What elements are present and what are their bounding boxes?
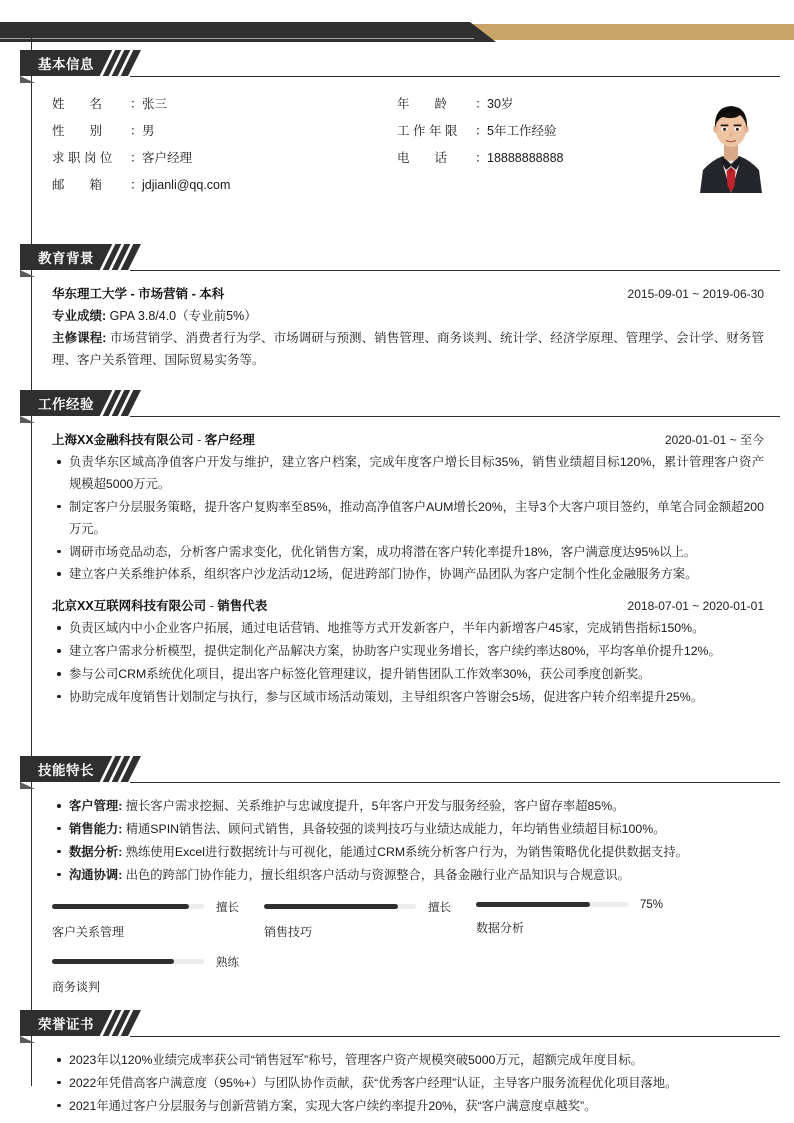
work-bullet-list-0 — [52, 452, 764, 586]
section-notch-skills — [20, 782, 35, 789]
education-gpa-row — [52, 306, 764, 328]
section-skills — [0, 756, 794, 1009]
basic-info-label: 求 职 岗 位 — [52, 151, 113, 165]
section-title-work-label: 工作经验 — [38, 397, 94, 412]
skill-bar-line — [476, 899, 688, 911]
education-courses-value: 市场营销学、消费者行为学、市场调研与预测、销售管理、商务谈判、统计学、经济学原理、管理学、会计学、财务管理、客户关系管理、国际贸易实务等。 — [52, 330, 764, 367]
skill-bullet-label: 数据分析: — [69, 844, 126, 859]
banner-dark-stripe — [0, 22, 470, 42]
skill-bullet-label: 沟通协调: — [69, 867, 126, 882]
section-header-education — [20, 244, 794, 270]
section-rule-education — [130, 270, 780, 271]
work-title-separator: - — [193, 433, 205, 447]
section-title-honors-label: 荣誉证书 — [38, 1017, 94, 1032]
skill-bullet-text: 出色的跨部门协作能力，擅长组织客户活动与资源整合，具备金融行业产品知识与合规意识。 — [125, 867, 630, 882]
work-bullet-item: 建立客户需求分析模型，提供定制化产品解决方案，协助客户实现业务增长，客户续约率达80%，平均客单价提升12%。 — [69, 641, 764, 663]
skill-bar-track — [264, 904, 416, 909]
section-header-skills — [20, 756, 794, 782]
skill-bar-level: 擅长 — [216, 901, 239, 914]
skill-bullet-item — [69, 819, 764, 841]
basic-info-row-left-0 — [52, 94, 397, 121]
avatar — [690, 88, 772, 193]
basic-info-label: 姓 名 — [52, 97, 103, 111]
work-title-separator: - — [206, 599, 218, 614]
basic-info-label: 性 别 — [52, 124, 103, 138]
work-bullet-item: 调研市场竞品动态，分析客户需求变化，优化销售方案，成功将潜在客户转化率提升18%，客户满意度达95%以上。 — [69, 542, 764, 564]
education-gpa-label: 专业成绩: — [52, 309, 107, 323]
skill-bar-fill — [52, 959, 174, 964]
education-courses-label: 主修课程: — [52, 330, 107, 345]
basic-info-row-left-3 — [52, 175, 397, 202]
section-education — [0, 244, 794, 372]
work-bullet-item: 建立客户关系维护体系，组织客户沙龙活动12场，促进跨部门协作，协调产品团队为客户定制个性化金融服务方案。 — [69, 564, 764, 586]
top-banner — [0, 22, 794, 42]
basic-info-label: 工 作 年 限 — [397, 124, 458, 138]
basic-info-colon: ： — [130, 178, 143, 192]
section-title-skills-label: 技能特长 — [38, 763, 94, 778]
skill-bullet-label: 客户管理: — [69, 799, 126, 813]
education-body — [52, 270, 764, 372]
skill-bar-line — [264, 899, 476, 915]
skill-bar-line — [52, 954, 264, 970]
education-gpa-value: GPA 3.8/4.0（专业前5%） — [109, 309, 257, 323]
section-title-skills — [20, 756, 128, 782]
basic-info-colon: ： — [475, 124, 488, 138]
honor-bullet-item: 2023年以120%业绩完成率获公司“销售冠军”称号，管理客户资产规模突破5000万元，超额完成年度目标。 — [69, 1050, 764, 1072]
section-notch-honors — [20, 1036, 35, 1043]
skill-bar-name: 商务谈判 — [52, 979, 101, 994]
work-entry-gap — [52, 587, 764, 596]
basic-info-colon: ： — [475, 97, 488, 111]
section-basic-info — [0, 50, 794, 202]
banner-gold-stripe — [470, 24, 794, 40]
work-bullet-item: 参与公司CRM系统优化项目，提出客户标签化管理建议，提升销售团队工作效率30%，获公司季度创新奖。 — [69, 664, 764, 686]
basic-info-label: 年 龄 — [397, 97, 448, 111]
section-header-basic — [20, 50, 794, 76]
education-school-text: 华东理工大学 - 市场营销 - 本科 — [52, 287, 225, 301]
basic-info-body — [52, 76, 764, 202]
honors-body — [52, 1036, 764, 1118]
skill-bullet-label: 销售能力: — [69, 821, 126, 836]
section-title-basic-label: 基本信息 — [38, 57, 94, 72]
skill-bar-level: 75% — [640, 898, 664, 911]
basic-info-value: 18888888888 — [487, 151, 564, 165]
work-bullet-list-1 — [52, 618, 764, 709]
skill-bar-0 — [52, 899, 264, 940]
skill-bar-group — [52, 899, 764, 1009]
skill-bar-name: 客户关系管理 — [52, 924, 125, 939]
basic-info-colon: ： — [130, 97, 143, 111]
section-honors — [0, 1010, 794, 1119]
skill-bar-track — [476, 902, 628, 907]
basic-info-colon: ： — [130, 151, 143, 165]
education-courses-row — [52, 328, 764, 372]
section-header-honors — [20, 1010, 794, 1036]
work-bullet-item: 制定客户分层服务策略，提升客户复购率至85%，推动高净值客户AUM增长20%，主导3个大客户项目签约，单笔合同金额超200万元。 — [69, 497, 764, 541]
skill-bar-track — [52, 959, 204, 964]
skill-bullet-item — [69, 865, 764, 887]
skill-bar-name: 数据分析 — [476, 920, 525, 935]
work-company: 上海XX金融科技有限公司 — [52, 433, 194, 447]
basic-info-colon: ： — [130, 124, 143, 138]
banner-hairline — [0, 38, 474, 39]
honor-bullet-item: 2021年通过客户分层服务与创新营销方案，实现大客户续约率提升20%，获“客户满意度卓越奖”。 — [69, 1096, 764, 1118]
section-rule-honors — [130, 1036, 780, 1037]
work-body — [52, 416, 764, 709]
section-notch-basic — [20, 76, 35, 83]
skill-bullet-item — [69, 796, 764, 818]
basic-info-value: jdjianli@qq.com — [142, 178, 231, 192]
skill-bar-level: 擅长 — [428, 901, 451, 914]
work-entry-date: 2018-07-01 ~ 2020-01-01 — [627, 599, 764, 614]
skill-bar-2 — [476, 899, 688, 940]
section-work — [0, 390, 794, 710]
skills-body — [52, 782, 764, 1009]
education-date: 2015-09-01 ~ 2019-06-30 — [627, 287, 764, 301]
skill-bar-name: 销售技巧 — [264, 924, 313, 939]
basic-info-value: 客户经理 — [142, 151, 193, 165]
section-rule-work — [130, 416, 780, 417]
education-entry-head — [52, 284, 764, 302]
work-entry-head-0 — [52, 430, 764, 448]
work-bullet-item: 负责区域内中小企业客户拓展，通过电话营销、地推等方式开发新客户，半年内新增客户45家，完成销售指标150%。 — [69, 618, 764, 640]
avatar-illustration — [690, 88, 772, 193]
skill-bar-track — [52, 904, 204, 909]
section-notch-work — [20, 416, 35, 423]
basic-info-row-left-1 — [52, 121, 397, 148]
work-entry-title — [52, 596, 267, 614]
work-bullet-item: 协助完成年度销售计划制定与执行，参与区域市场活动策划，主导组织客户答谢会5场，促进客户转介绍率提升25%。 — [69, 687, 764, 709]
section-title-education-label: 教育背景 — [38, 251, 94, 266]
education-school-line — [52, 284, 224, 302]
section-title-work — [20, 390, 128, 416]
basic-info-left-column — [52, 94, 397, 202]
basic-info-label: 电 话 — [397, 151, 448, 165]
skill-bullet-item — [69, 842, 764, 864]
work-role: 客户经理 — [204, 433, 255, 447]
skill-bullet-text: 熟练使用Excel进行数据统计与可视化，能通过CRM系统分析客户行为，为销售策略优化提供数据支持。 — [125, 844, 688, 859]
skill-bar-3 — [52, 954, 264, 995]
honors-bullet-list — [52, 1050, 764, 1118]
skill-bar-level: 熟练 — [216, 956, 239, 969]
work-role: 销售代表 — [217, 599, 268, 614]
basic-info-value: 30岁 — [487, 97, 514, 111]
skill-bullet-text: 擅长客户需求挖掘、关系维护与忠诚度提升，5年客户开发与服务经验，客户留存率超85%。 — [125, 799, 625, 813]
section-title-basic — [20, 50, 128, 76]
basic-info-grid — [52, 94, 764, 202]
skill-bullet-text: 精通SPIN销售法、顾问式销售，具备较强的谈判技巧与业绩达成能力，年均销售业绩超目标100%。 — [125, 821, 666, 836]
skill-bar-fill — [476, 902, 590, 907]
basic-info-value: 张三 — [142, 97, 168, 111]
section-header-work — [20, 390, 794, 416]
skill-bar-1 — [264, 899, 476, 940]
skill-bar-fill — [264, 904, 398, 909]
section-title-honors — [20, 1010, 128, 1036]
section-rule-basic — [130, 76, 780, 77]
basic-info-label: 邮 箱 — [52, 178, 103, 192]
skill-bar-line — [52, 899, 264, 915]
honor-bullet-item: 2022年凭借高客户满意度（95%+）与团队协作贡献，获“优秀客户经理”认证，主导客户服务流程优化项目落地。 — [69, 1073, 764, 1095]
work-company: 北京XX互联网科技有限公司 — [52, 599, 207, 614]
section-rule-skills — [130, 782, 780, 783]
work-entry-title — [52, 430, 255, 448]
work-bullet-item: 负责华东区域高净值客户开发与维护，建立客户档案，完成年度客户增长目标35%，销售业绩超目标120%，累计管理客户资产规模超5000万元。 — [69, 452, 764, 496]
work-entry-date: 2020-01-01 ~ 至今 — [664, 433, 764, 447]
basic-info-colon: ： — [475, 151, 488, 165]
work-entry-head-1 — [52, 596, 764, 614]
basic-info-value: 5年工作经验 — [487, 124, 557, 138]
section-title-education — [20, 244, 128, 270]
section-notch-education — [20, 270, 35, 277]
basic-info-row-left-2 — [52, 148, 397, 175]
skill-bar-fill — [52, 904, 189, 909]
basic-info-value: 男 — [142, 124, 155, 138]
skills-bullet-list — [52, 796, 764, 887]
